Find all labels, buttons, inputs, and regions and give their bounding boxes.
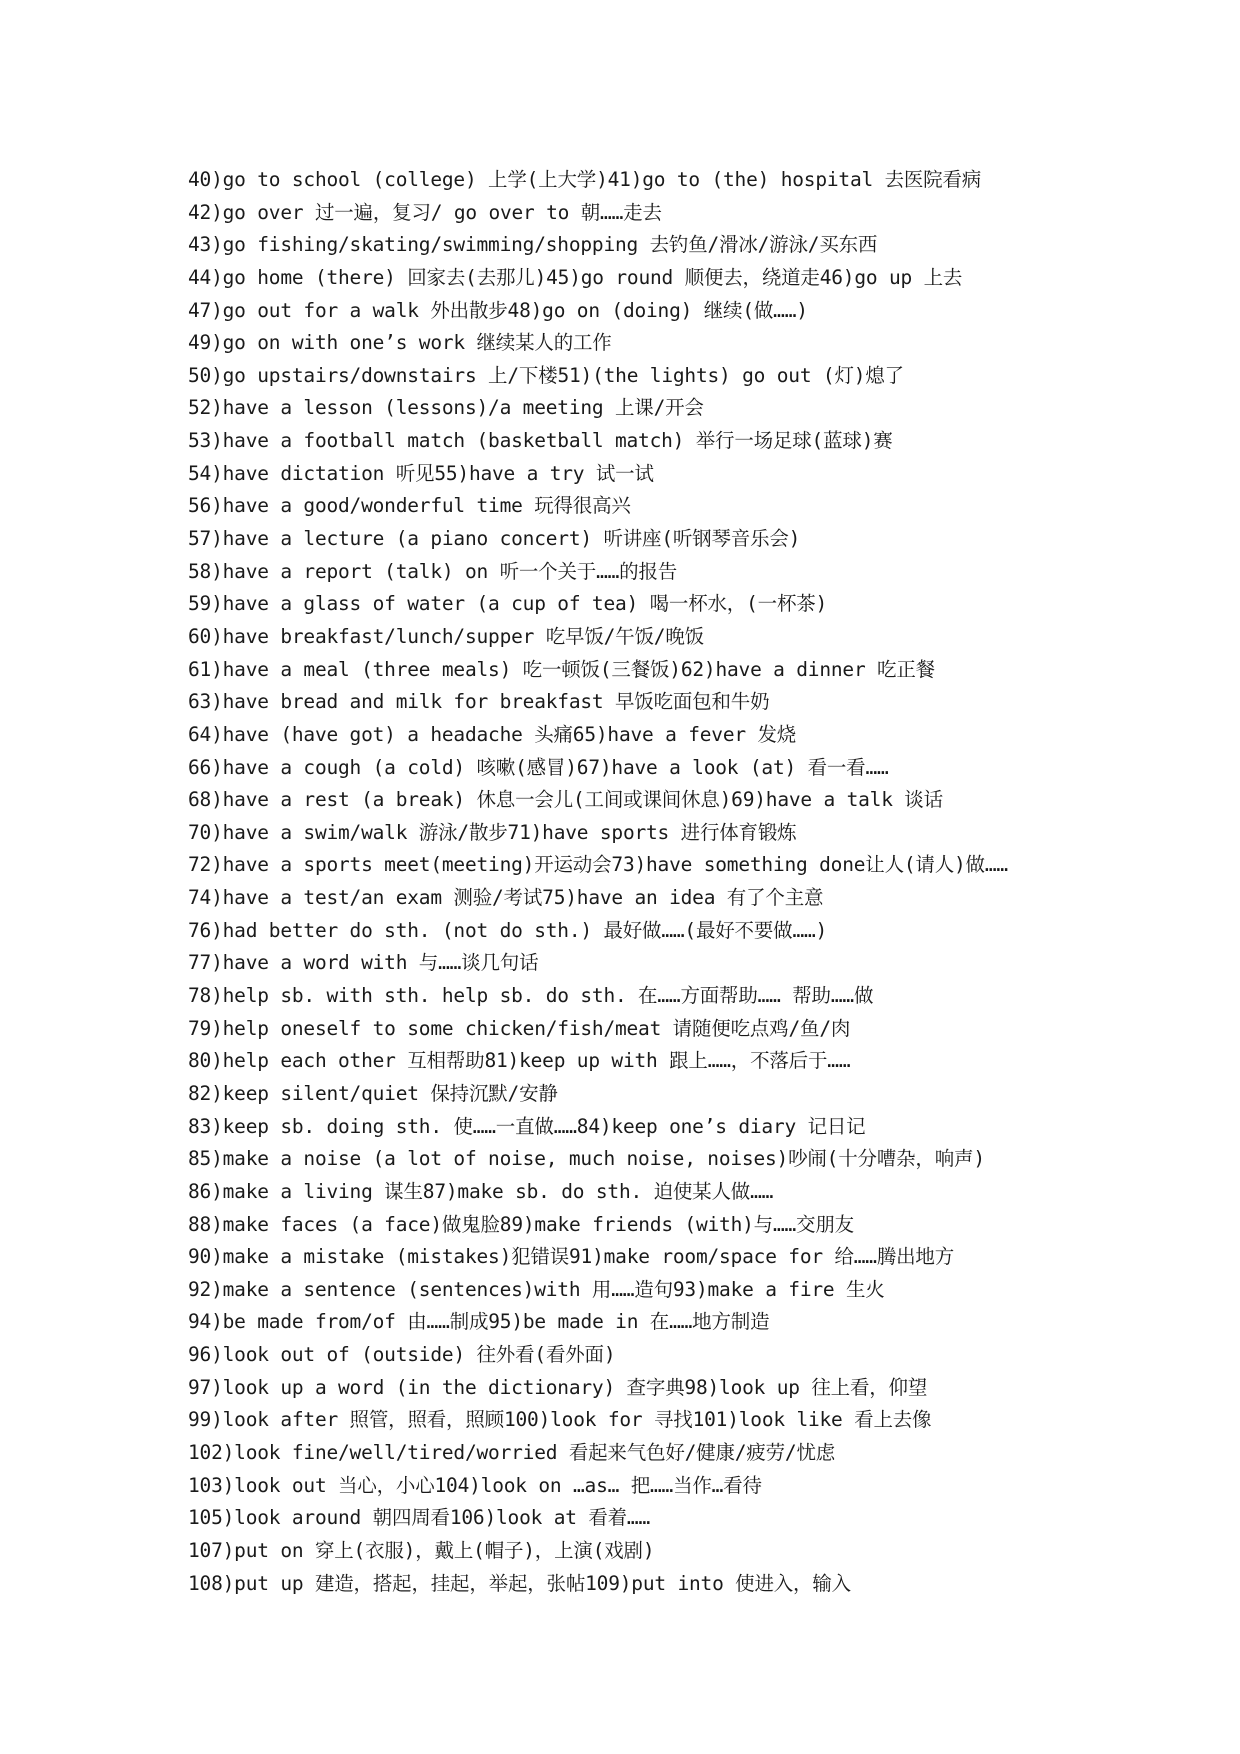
phrase-line: 56)have a good/wonderful time 玩得很高兴	[188, 494, 631, 518]
phrase-line: 82)keep silent/quiet 保持沉默/安静	[188, 1081, 558, 1105]
phrase-line: 68)have a rest (a break) 休息一会儿(工间或课间休息)69)have a talk 谈话	[188, 788, 943, 812]
phrase-line: 49)go on with one’s work 继续某人的工作	[188, 331, 612, 355]
phrase-line: 60)have breakfast/lunch/supper 吃早饭/午饭/晚饭	[188, 624, 704, 648]
phrase-line: 77)have a word with 与……谈几句话	[188, 951, 539, 975]
phrase-list	[188, 164, 1188, 1600]
phrase-line: 59)have a glass of water (a cup of tea) 喝一杯水，(一杯茶)	[188, 592, 828, 616]
phrase-line: 103)look out 当心，小心104)look on …as… 把……当作…看待	[188, 1473, 762, 1497]
phrase-line: 47)go out for a walk 外出散步48)go on (doing) 继续(做……)	[188, 298, 808, 322]
phrase-line: 102)look fine/well/tired/worried 看起来气色好/健康/疲劳/忧虑	[188, 1440, 836, 1464]
phrase-line: 57)have a lecture (a piano concert) 听讲座(听钢琴音乐会)	[188, 527, 801, 551]
phrase-line: 53)have a football match (basketball match) 举行一场足球(蓝球)赛	[188, 429, 893, 453]
phrase-line: 61)have a meal (three meals) 吃一顿饭(三餐饭)62)have a dinner 吃正餐	[188, 657, 935, 681]
phrase-line: 96)look out of (outside) 往外看(看外面)	[188, 1343, 616, 1367]
phrase-line: 76)had better do sth. (not do sth.) 最好做……(最好不要做……)	[188, 918, 828, 942]
phrase-line: 74)have a test/an exam 测验/考试75)have an idea 有了个主意	[188, 886, 824, 910]
phrase-line: 86)make a living 谋生87)make sb. do sth. 迫使某人做……	[188, 1179, 774, 1203]
phrase-line: 94)be made from/of 由……制成95)be made in 在……地方制造	[188, 1310, 770, 1334]
phrase-line: 80)help each other 互相帮助81)keep up with 跟上……，不落后于……	[188, 1049, 851, 1073]
phrase-line: 70)have a swim/walk 游泳/散步71)have sports 进行体育锻炼	[188, 820, 797, 844]
phrase-line: 42)go over 过一遍，复习/ go over to 朝……走去	[188, 200, 662, 224]
phrase-line: 105)look around 朝四周看106)look at 看着……	[188, 1506, 650, 1530]
phrase-line: 58)have a report (talk) on 听一个关于……的报告	[188, 559, 678, 583]
phrase-line: 78)help sb. with sth. help sb. do sth. 在……方面帮助…… 帮助……做	[188, 984, 874, 1008]
phrase-line: 50)go upstairs/downstairs 上/下楼51)(the lights) go out (灯)熄了	[188, 363, 904, 387]
phrase-line: 107)put on 穿上(衣服)，戴上(帽子)，上演(戏剧)	[188, 1538, 655, 1562]
phrase-line: 79)help oneself to some chicken/fish/meat 请随便吃点鸡/鱼/肉	[188, 1016, 851, 1040]
phrase-line: 92)make a sentence (sentences)with 用……造句93)make a fire 生火	[188, 1277, 885, 1301]
phrase-line: 63)have bread and milk for breakfast 早饭吃面包和牛奶	[188, 690, 770, 714]
phrase-line: 54)have dictation 听见55)have a try 试一试	[188, 461, 654, 485]
phrase-line: 108)put up 建造，搭起，挂起，举起，张帖109)put into 使进入，输入	[188, 1571, 851, 1595]
phrase-line: 72)have a sports meet(meeting)开运动会73)have something done让人(请人)做……	[188, 853, 1008, 877]
phrase-line: 66)have a cough (a cold) 咳嗽(感冒)67)have a look (at) 看一看……	[188, 755, 889, 779]
phrase-line: 88)make faces (a face)做鬼脸89)make friends (with)与……交朋友	[188, 1212, 854, 1236]
phrase-line: 64)have (have got) a headache 头痛65)have a fever 发烧	[188, 722, 797, 746]
phrase-line: 99)look after 照管，照看，照顾100)look for 寻找101)look like 看上去像	[188, 1408, 932, 1432]
phrase-line: 44)go home (there) 回家去(去那儿)45)go round 顺便去，绕道走46)go up 上去	[188, 265, 963, 289]
phrase-line: 85)make a noise (a lot of noise, much noise, noises)吵闹(十分嘈杂，响声)	[188, 1147, 985, 1171]
phrase-line: 52)have a lesson (lessons)/a meeting 上课/开会	[188, 396, 704, 420]
phrase-line: 43)go fishing/skating/swimming/shopping 去钓鱼/滑冰/游泳/买东西	[188, 233, 878, 257]
phrase-line: 97)look up a word (in the dictionary) 查字典98)look up 往上看，仰望	[188, 1375, 928, 1399]
phrase-line: 90)make a mistake (mistakes)犯错误91)make room/space for 给……腾出地方	[188, 1245, 955, 1269]
phrase-line: 83)keep sb. doing sth. 使……一直做……84)keep one’s diary 记日记	[188, 1114, 866, 1138]
phrase-line: 40)go to school (college) 上学(上大学)41)go to (the) hospital 去医院看病	[188, 168, 982, 191]
